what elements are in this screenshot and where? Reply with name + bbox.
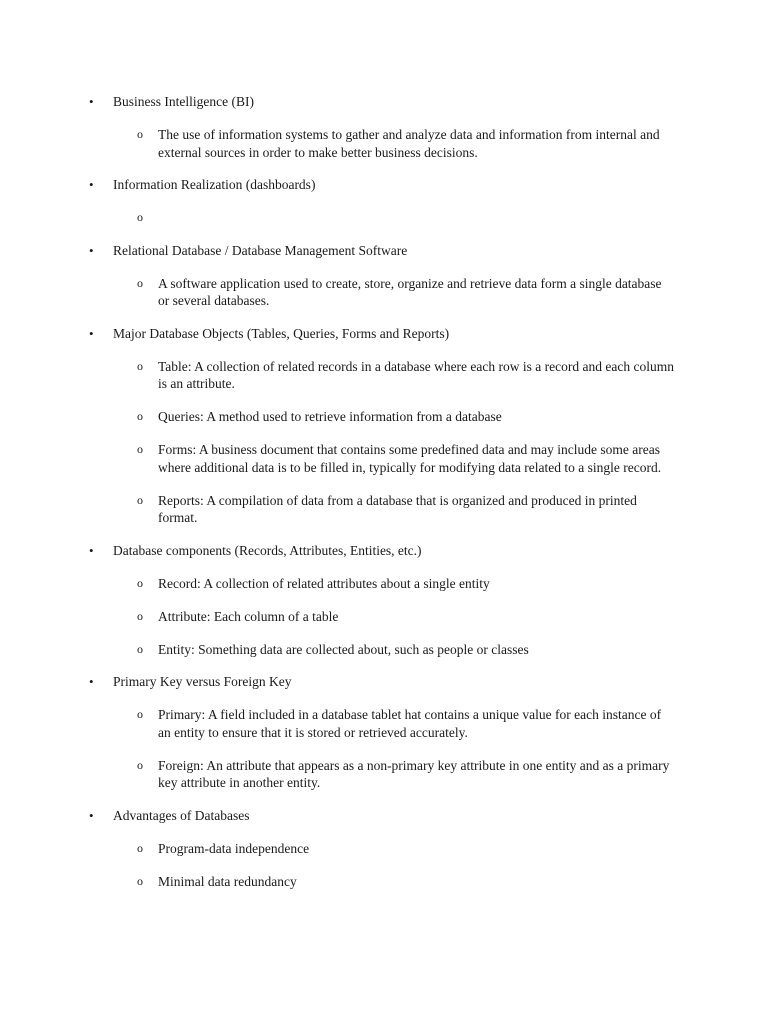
sub-item	[89, 441, 674, 476]
circle-bullet-icon: o	[137, 840, 143, 855]
circle-bullet-icon: o	[137, 575, 143, 590]
section-heading: Business Intelligence (BI)	[113, 94, 254, 109]
circle-bullet-icon: o	[137, 492, 143, 507]
sub-list	[89, 840, 689, 891]
sub-list	[89, 358, 689, 527]
outline-section	[89, 673, 689, 792]
circle-bullet-icon: o	[137, 608, 143, 623]
sub-item-text: The use of information systems to gather and analyze data and information from internal and external sources in order to make better business decisions.	[158, 127, 660, 160]
sub-item	[89, 126, 674, 161]
sub-item	[89, 275, 674, 310]
sub-item	[89, 840, 674, 858]
sub-item-text: Record: A collection of related attributes about a single entity	[158, 575, 490, 591]
sub-item	[89, 641, 674, 659]
circle-bullet-icon: o	[137, 409, 143, 423]
sub-item	[89, 209, 674, 227]
bulleted-outline	[89, 93, 689, 905]
section-heading: Relational Database / Database Management Software	[113, 242, 408, 258]
outline-section	[89, 807, 689, 891]
bullet-icon: •	[89, 177, 94, 192]
sub-item	[89, 408, 674, 426]
outline-section	[89, 542, 689, 659]
sub-item-text: Entity: Something data are collected about, such as people or classes	[158, 641, 529, 657]
circle-bullet-icon: o	[137, 707, 143, 721]
outline-section	[89, 325, 689, 527]
circle-bullet-icon: o	[137, 641, 143, 656]
circle-bullet-icon: o	[137, 127, 143, 141]
section-heading: Primary Key versus Foreign Key	[113, 674, 292, 689]
sub-item-text: Minimal data redundancy	[158, 873, 297, 889]
sub-list	[89, 209, 689, 227]
circle-bullet-icon: o	[137, 210, 143, 224]
sub-item-text: Foreign: An attribute that appears as a non-primary key attribute in one entity and as a primary key attribute in another entity.	[158, 757, 670, 790]
sub-list	[89, 706, 689, 792]
section-heading: Advantages of Databases	[113, 807, 250, 823]
bullet-icon: •	[89, 674, 94, 689]
bullet-icon: •	[89, 807, 94, 823]
circle-bullet-icon: o	[137, 358, 143, 373]
section-heading: Major Database Objects (Tables, Queries, Forms and Reports)	[113, 325, 450, 341]
sub-item	[89, 706, 674, 741]
sub-list	[89, 126, 689, 161]
sub-item	[89, 358, 674, 393]
sub-item-text: Reports: A compilation of data from a database that is organized and produced in printed format.	[158, 492, 637, 525]
sub-item	[89, 575, 674, 593]
circle-bullet-icon: o	[137, 275, 143, 290]
bullet-icon: •	[89, 242, 94, 258]
sub-list	[89, 575, 689, 659]
section-heading: Database components (Records, Attributes, Entities, etc.)	[113, 542, 422, 558]
outline-section	[89, 242, 689, 310]
sub-list	[89, 275, 689, 310]
sub-item-text: Attribute: Each column of a table	[158, 608, 339, 624]
circle-bullet-icon: o	[137, 442, 143, 456]
sub-item-text: Program-data independence	[158, 840, 310, 856]
sub-item	[89, 492, 674, 527]
bullet-icon: •	[89, 325, 94, 341]
bullet-icon: •	[89, 542, 94, 558]
section-heading: Information Realization (dashboards)	[113, 177, 316, 192]
circle-bullet-icon: o	[137, 873, 143, 888]
sub-item-text: Forms: A business document that contains some predefined data and may include some areas where additional data is to be filled in, typically for modifying data related to a single record.	[158, 442, 662, 475]
sub-item	[89, 757, 674, 792]
sub-item-text: Primary: A field included in a database tablet hat contains a unique value for each instance of an entity to ensure that it is stored or retrieved accurately.	[158, 707, 662, 740]
outline-section	[89, 176, 689, 227]
sub-item	[89, 873, 674, 891]
outline-section	[89, 93, 689, 161]
circle-bullet-icon: o	[137, 757, 143, 772]
sub-item-text: Table: A collection of related records in a database where each row is a record and each column is an attribute.	[158, 358, 674, 391]
bullet-icon: •	[89, 94, 94, 109]
sub-item-text: Queries: A method used to retrieve information from a database	[158, 409, 502, 424]
sub-item-text: A software application used to create, store, organize and retrieve data form a single database or several databases.	[158, 275, 662, 308]
sub-item	[89, 608, 674, 626]
